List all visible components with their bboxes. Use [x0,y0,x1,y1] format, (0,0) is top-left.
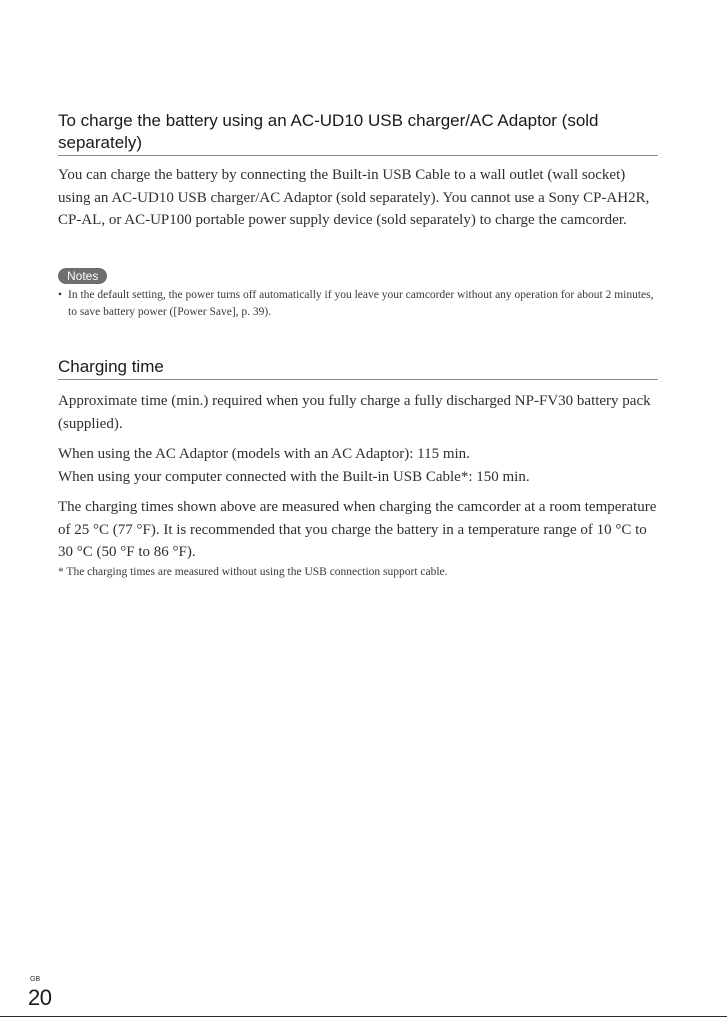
section-usb-charger [58,110,658,232]
section-charging-time [58,356,658,580]
charging-time-conditions: The charging times shown above are measured when charging the camcorder at a room temperature of 25 °C (77 °F). It is recommended that you charge the battery in a temperature range of 10 °C to 30 °C (50 °F to 86 °F). [58,499,657,560]
notes-block [58,267,658,321]
charging-time-ac-adaptor: When using the AC Adaptor (models with an AC Adaptor): 115 min. [58,446,470,462]
bullet-icon: • [58,289,63,301]
note-item-text: In the default setting, the power turns off automatically if you leave your camcorder without any operation for about 2 minutes, to save battery power ([Power Save], p. 39). [68,289,654,318]
notes-badge: Notes [58,268,107,284]
page-language-code: GB [30,976,41,983]
charging-time-footnote: * The charging times are measured without using the USB connection support cable. [58,565,448,578]
bottom-divider [0,1016,727,1017]
charging-time-intro: Approximate time (min.) required when you fully charge a fully discharged NP-FV30 battery pack (supplied). [58,393,651,432]
section-body-usb-charger: You can charge the battery by connecting the Built-in USB Cable to a wall outlet (wall socket) using an AC-UD10 USB charger/AC Adaptor (sold separately). You cannot use a Sony CP-AH2R, CP-AL, or AC-UP100 portable power supply device (sold separately) to charge the camcorder. [58,167,650,228]
page-number: 20 [28,985,52,1010]
charging-time-computer: When using your computer connected with the Built-in USB Cable*: 150 min. [58,468,530,485]
section-title-charging-time: Charging time [58,356,658,380]
note-item [58,287,658,321]
section-title-usb-charger: To charge the battery using an AC-UD10 USB charger/AC Adaptor (sold separately) [58,110,658,156]
